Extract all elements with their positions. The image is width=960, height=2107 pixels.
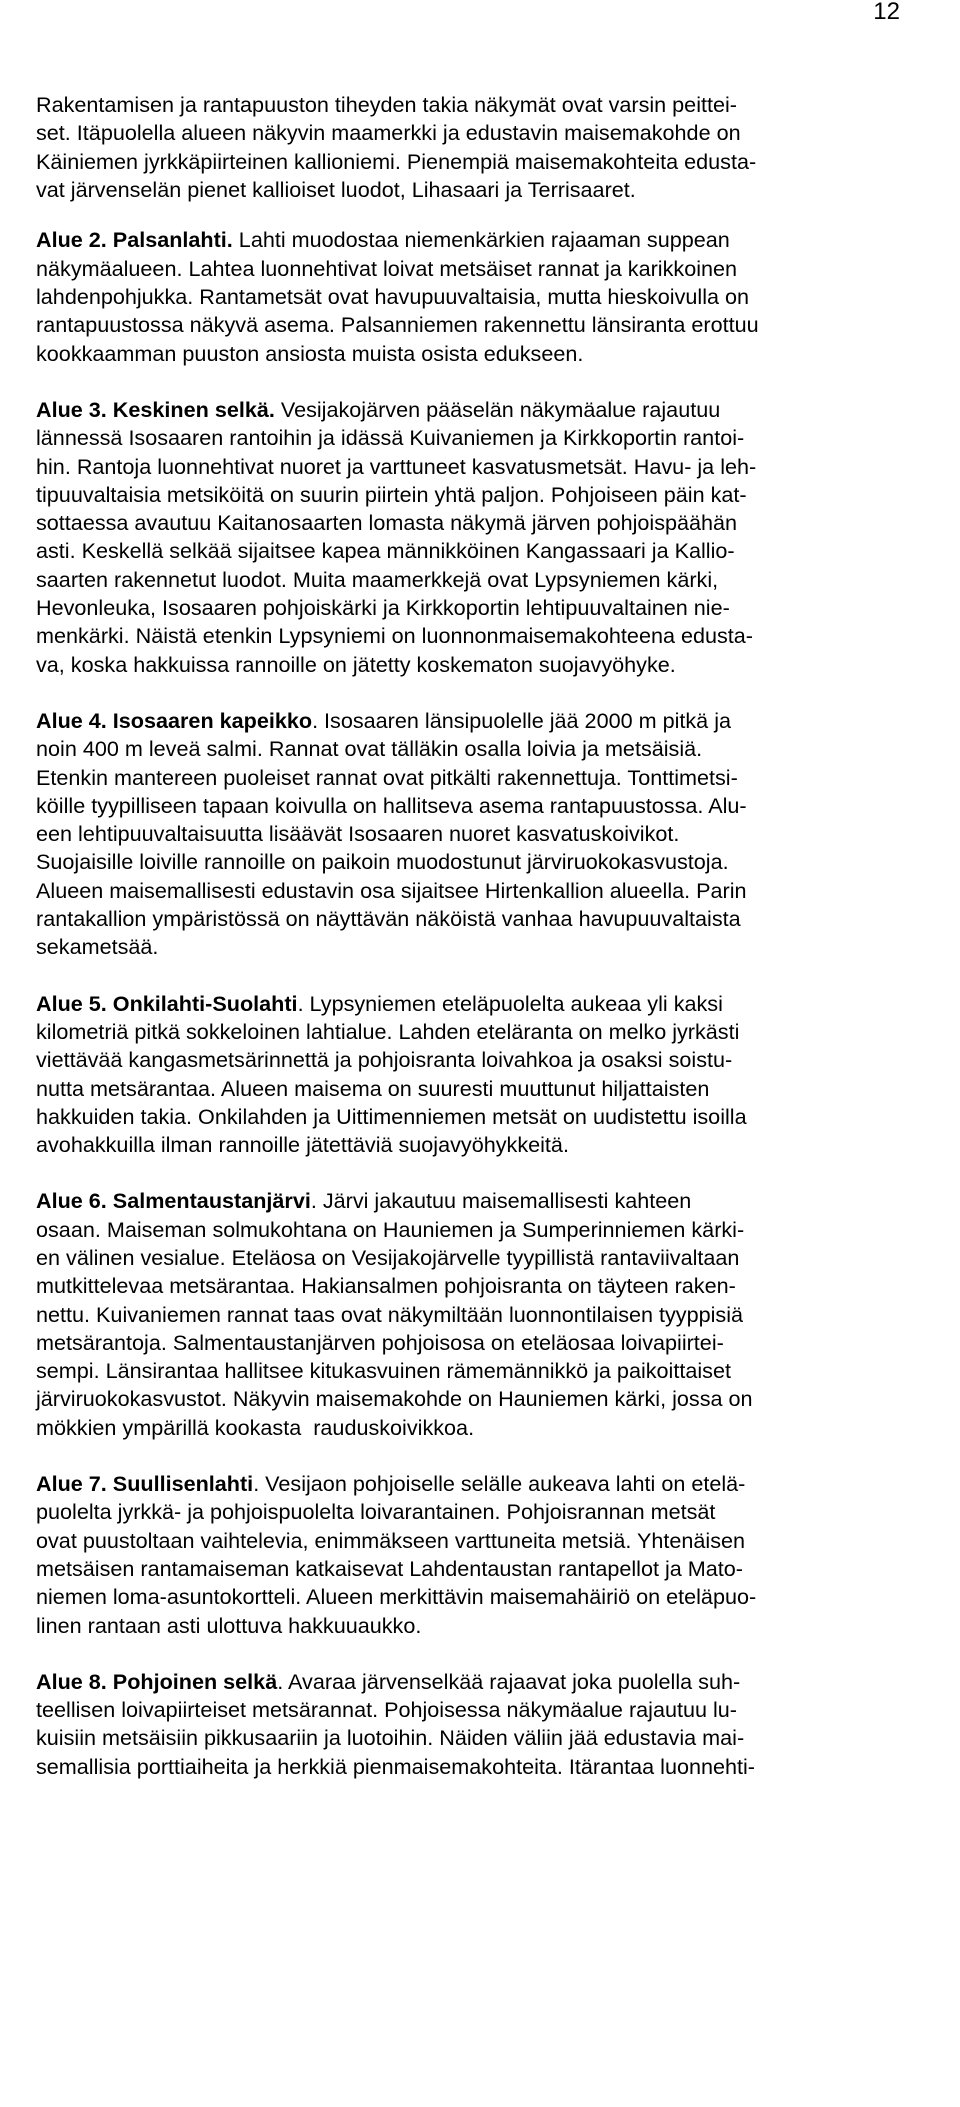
text-line: näkymäalueen. Lahtea luonnehtivat loivat metsäiset rannat ja karikkoinen	[36, 255, 738, 281]
text-line: viettävää kangasmetsärinnettä ja pohjoisranta loivahkoa ja osaksi soistu-	[36, 1047, 733, 1073]
page-number: 12	[873, 0, 900, 25]
text-line: mutkittelevaa metsärantaa. Hakiansalmen pohjoisranta on täyteen raken-	[36, 1273, 736, 1299]
paragraph-alue-4	[36, 707, 928, 962]
section-heading: Alue 3. Keskinen selkä.	[36, 396, 275, 422]
text-line: kilometriä pitkä sokkeloinen lahtialue. Lahden eteläranta on melko jyrkästi	[36, 1018, 740, 1044]
text-line: ovat puustoltaan vaihtelevia, enimmäkseen varttuneita metsiä. Yhtenäisen	[36, 1527, 746, 1553]
text-line: sekametsää.	[36, 934, 159, 960]
text-line: noin 400 m leveä salmi. Rannat ovat tälläkin osalla loivia ja metsäisiä.	[36, 736, 703, 762]
text-line: lännessä Isosaaren rantoihin ja idässä Kuivaniemen ja Kirkkoportin rantoi-	[36, 425, 745, 451]
paragraph-alue-8	[36, 1668, 928, 1781]
section-heading: Alue 7. Suullisenlahti	[36, 1471, 254, 1497]
text-line: Suojaisille loiville rannoille on paikoin muodostunut järviruokokasvustoja.	[36, 849, 729, 875]
text-line: Rakentamisen ja rantapuuston tiheyden takia näkymät ovat varsin peittei-	[36, 92, 737, 117]
text-line: Etenkin mantereen puoleiset rannat ovat pitkälti rakennettuja. Tonttimetsi-	[36, 764, 738, 790]
text-line: vat järvenselän pienet kallioiset luodot, Lihasaari ja Terrisaaret.	[36, 176, 636, 202]
text-line: Käiniemen jyrkkäpiirteinen kallioniemi. Pienempiä maisemakohteita edusta-	[36, 148, 757, 174]
text-line: . Lypsyniemen eteläpuolelta aukeaa yli kaksi	[297, 990, 723, 1016]
text-line: mökkien ympärillä kookasta rauduskoivikkoa.	[36, 1414, 475, 1440]
text-line: linen rantaan asti ulottuva hakkuuaukko.	[36, 1612, 422, 1638]
text-line: kookkaamman puuston ansiosta muista osista edukseen.	[36, 340, 584, 366]
text-line: teellisen loivapiirteiset metsärannat. Pohjoisessa näkymäalue rajautuu lu-	[36, 1697, 737, 1723]
text-line: tipuuvaltaisia metsiköitä on suurin piirtein yhtä paljon. Pohjoiseen päin kat-	[36, 481, 747, 507]
text-line: avohakkuilla ilman rannoille jätettäviä suojavyöhykkeitä.	[36, 1132, 569, 1158]
text-line: sottaessa avautuu Kaitanosaarten lomasta näkymä järven pohjoispäähän	[36, 510, 738, 536]
text-line: metsäisen rantamaiseman katkaisevat Lahdentaustan rantapellot ja Mato-	[36, 1555, 743, 1581]
text-line: saarten rakennetut luodot. Muita maamerkkejä ovat Lypsyniemen kärki,	[36, 566, 719, 592]
text-line: nutta metsärantaa. Alueen maisema on suuresti muuttunut hiljattaisten	[36, 1075, 710, 1101]
text-line: en välinen vesialue. Eteläosa on Vesijakojärvelle tyypillistä rantaviivaltaan	[36, 1244, 740, 1270]
text-line: järviruokokasvustot. Näkyvin maisemakohde on Hauniemen kärki, jossa on	[36, 1386, 753, 1412]
text-line: rantakallion ympäristössä on näyttävän näköistä vanhaa havupuuvaltaista	[36, 906, 741, 932]
text-line: rantapuustossa näkyvä asema. Palsanniemen rakennettu länsiranta erottuu	[36, 312, 759, 338]
text-line: asti. Keskellä selkää sijaitsee kapea männikköinen Kangassaari ja Kallio-	[36, 538, 735, 564]
text-line: nettu. Kuivaniemen rannat taas ovat näkymiltään luonnontilaisen tyyppisiä	[36, 1301, 744, 1327]
text-line: kuisiin metsäisiin pikkusaariin ja luotoihin. Näiden väliin jää edustavia mai-	[36, 1725, 745, 1751]
text-line: . Järvi jakautuu maisemallisesti kahteen	[310, 1188, 692, 1214]
paragraph-alue-7	[36, 1470, 928, 1640]
text-line: . Vesijaon pohjoiselle selälle aukeava lahti on etelä-	[253, 1471, 746, 1497]
document-body	[36, 91, 928, 1781]
text-line: Vesijakojärven pääselän näkymäalue rajautuu	[274, 396, 721, 422]
paragraph-alue-5	[36, 990, 928, 1160]
text-line: va, koska hakkuissa rannoille on jätetty koskematon suojavyöhyke.	[36, 651, 676, 677]
section-heading: Alue 6. Salmentaustanjärvi	[36, 1188, 311, 1214]
section-heading: Alue 4. Isosaaren kapeikko	[36, 707, 313, 733]
paragraph-alue-2	[36, 226, 928, 367]
text-line: Lahti muodostaa niemenkärkien rajaaman suppean	[232, 227, 730, 253]
text-line: Hevonleuka, Isosaaren pohjoiskärki ja Kirkkoportin lehtipuuvaltainen nie-	[36, 595, 730, 621]
text-line: metsärantoja. Salmentaustanjärven pohjoisosa on eteläosaa loivapiirtei-	[36, 1329, 724, 1355]
text-line: osaan. Maiseman solmukohtana on Hauniemen ja Sumperinniemen kärki-	[36, 1216, 745, 1242]
section-heading: Alue 5. Onkilahti-Suolahti	[36, 990, 298, 1016]
text-line: hin. Rantoja luonnehtivat nuoret ja varttuneet kasvatusmetsät. Havu- ja leh-	[36, 453, 757, 479]
section-heading: Alue 2. Palsanlahti.	[36, 227, 233, 253]
section-heading: Alue 8. Pohjoinen selkä	[36, 1668, 278, 1694]
text-line: . Isosaaren länsipuolelle jää 2000 m pitkä ja	[312, 707, 732, 733]
text-line: semallisia porttiaiheita ja herkkiä pienmaisemakohteita. Itärantaa luonnehti-	[36, 1753, 755, 1779]
paragraph-alue-6	[36, 1187, 928, 1442]
text-line: lahdenpohjukka. Rantametsät ovat havupuuvaltaisia, mutta hieskoivulla on	[36, 284, 750, 310]
text-line: niemen loma-asuntokortteli. Alueen merkittävin maisemahäiriö on eteläpuo-	[36, 1584, 757, 1610]
text-line: hakkuiden takia. Onkilahden ja Uittimenniemen metsät on uudistettu isoilla	[36, 1103, 747, 1129]
text-line: set. Itäpuolella alueen näkyvin maamerkki ja edustavin maisemakohde on	[36, 120, 741, 146]
text-line: sempi. Länsirantaa hallitsee kitukasvuinen rämemännikkö ja paikoittaiset	[36, 1358, 731, 1384]
paragraph-alue-3	[36, 396, 928, 679]
text-line: puolelta jyrkkä- ja pohjoispuolelta loivarantainen. Pohjoisrannan metsät	[36, 1499, 716, 1525]
paragraph-intro	[36, 91, 928, 204]
text-line: Alueen maisemallisesti edustavin osa sijaitsee Hirtenkallion alueella. Parin	[36, 877, 747, 903]
text-line: menkärki. Näistä etenkin Lypsyniemi on luonnonmaisemakohteena edusta-	[36, 623, 753, 649]
text-line: . Avaraa järvenselkää rajaavat joka puolella suh-	[277, 1668, 741, 1694]
text-line: een lehtipuuvaltaisuutta lisäävät Isosaaren nuoret kasvatuskoivikot.	[36, 821, 680, 847]
text-line: köille tyypilliseen tapaan koivulla on hallitseva asema rantapuustossa. Alu-	[36, 792, 747, 818]
